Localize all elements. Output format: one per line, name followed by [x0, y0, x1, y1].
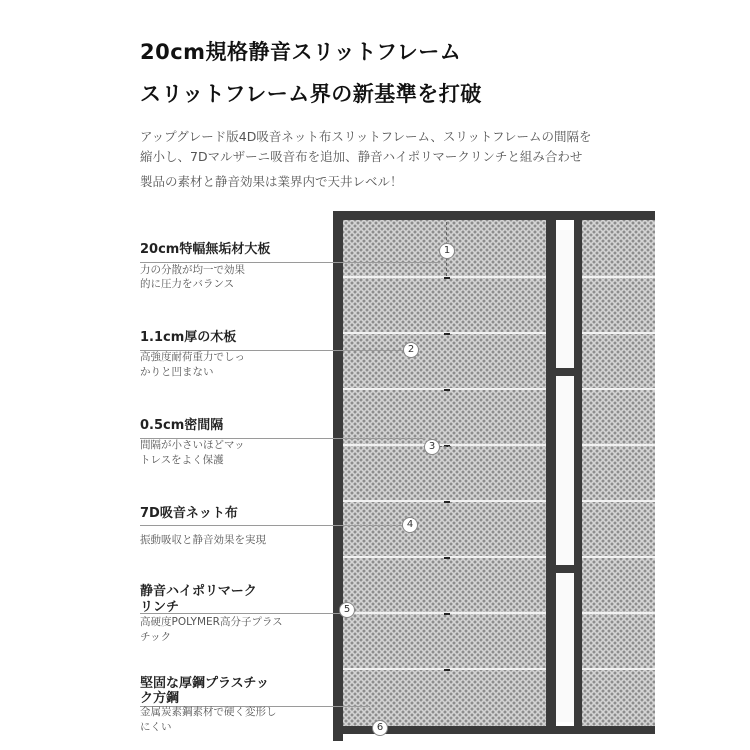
- feature-1-desc-line-1: 力の分散が均一で効果: [140, 264, 245, 276]
- right-slat-panel: [582, 220, 655, 726]
- slat-gap: [582, 276, 655, 278]
- slat-gap: [582, 332, 655, 334]
- feature-2-desc-line-1: 高強度耐荷重力でしっ: [140, 351, 245, 363]
- feature-4-desc-line-1: 振動吸収と静音効果を実現: [140, 534, 266, 546]
- feature-6-title: 堅固な厚鋼プラスチッ: [140, 676, 269, 691]
- slat-clinch-mark: [444, 277, 450, 279]
- feature-5-desc-line-2: チック: [140, 631, 172, 643]
- center-divider: [546, 220, 556, 726]
- slat-gap: [582, 668, 655, 670]
- marker-6: 6: [372, 720, 388, 736]
- center-divider-2: [574, 220, 582, 726]
- slat-clinch-mark: [444, 389, 450, 391]
- slat-gap: [582, 556, 655, 558]
- page-title: 20cm規格静音スリットフレーム: [140, 40, 462, 64]
- page-subtitle: スリットフレーム界の新基準を打破: [140, 82, 482, 106]
- feature-1-desc-line-2: 的に圧力をバランス: [140, 278, 235, 290]
- callout-line-4: [140, 525, 402, 526]
- slat-gap: [582, 612, 655, 614]
- feature-6-desc-line-2: にくい: [140, 721, 172, 733]
- feature-2-title: 1.1cm厚の木板: [140, 330, 237, 345]
- marker-2: 2: [403, 342, 419, 358]
- description-line-3: 製品の素材と静音効果は業界内で天井レベル！: [140, 174, 403, 189]
- slat-gap: [582, 388, 655, 390]
- marker-1: 1: [439, 243, 455, 259]
- feature-2-desc-line-2: かりと凹まない: [140, 366, 214, 378]
- callout-dash-3: [439, 446, 451, 447]
- description-line-2: 縮小し、7Dマルザーニ吸音布を追加、静音ハイポリマークリンチと組み合わせ: [140, 149, 583, 164]
- marker-4: 4: [402, 517, 418, 533]
- feature-3-title: 0.5cm密間隔: [140, 418, 224, 433]
- feature-5-title-line-2: リンチ: [140, 600, 180, 615]
- marker-3: 3: [424, 439, 440, 455]
- feature-5-title: 静音ハイポリマーク: [140, 584, 257, 599]
- frame-top-rail: [333, 211, 655, 220]
- gap-cross-bar-2: [556, 565, 574, 573]
- feature-5-desc-line-1: 高硬度POLYMER高分子プラス: [140, 616, 283, 628]
- marker-5: 5: [339, 602, 355, 618]
- slat-gap: [582, 444, 655, 446]
- description-line-1: アップグレード版4D吸音ネット布スリットフレーム、スリットフレームの間隔を: [140, 129, 592, 144]
- slat-gap: [582, 500, 655, 502]
- feature-3-desc-line-2: トレスをよく保護: [140, 454, 224, 466]
- feature-6-desc-line-1: 金属炭素鋼素材で硬く変形し: [140, 706, 277, 718]
- slat-clinch-mark: [444, 557, 450, 559]
- center-gap: [556, 230, 574, 722]
- gap-cross-bar-1: [556, 368, 574, 376]
- slat-clinch-mark: [444, 669, 450, 671]
- slat-clinch-mark: [444, 613, 450, 615]
- slat-clinch-mark: [444, 333, 450, 335]
- left-slat-panel: [343, 220, 546, 726]
- feature-3-desc-line-1: 間隔が小さいほどマッ: [140, 439, 245, 451]
- feature-1-title: 20cm特幅無垢材大板: [140, 242, 271, 257]
- frame-left-rail: [333, 211, 343, 741]
- feature-4-title: 7D吸音ネット布: [140, 506, 238, 521]
- feature-6-title-line-2: ク方鋼: [140, 691, 180, 706]
- slat-clinch-mark: [444, 501, 450, 503]
